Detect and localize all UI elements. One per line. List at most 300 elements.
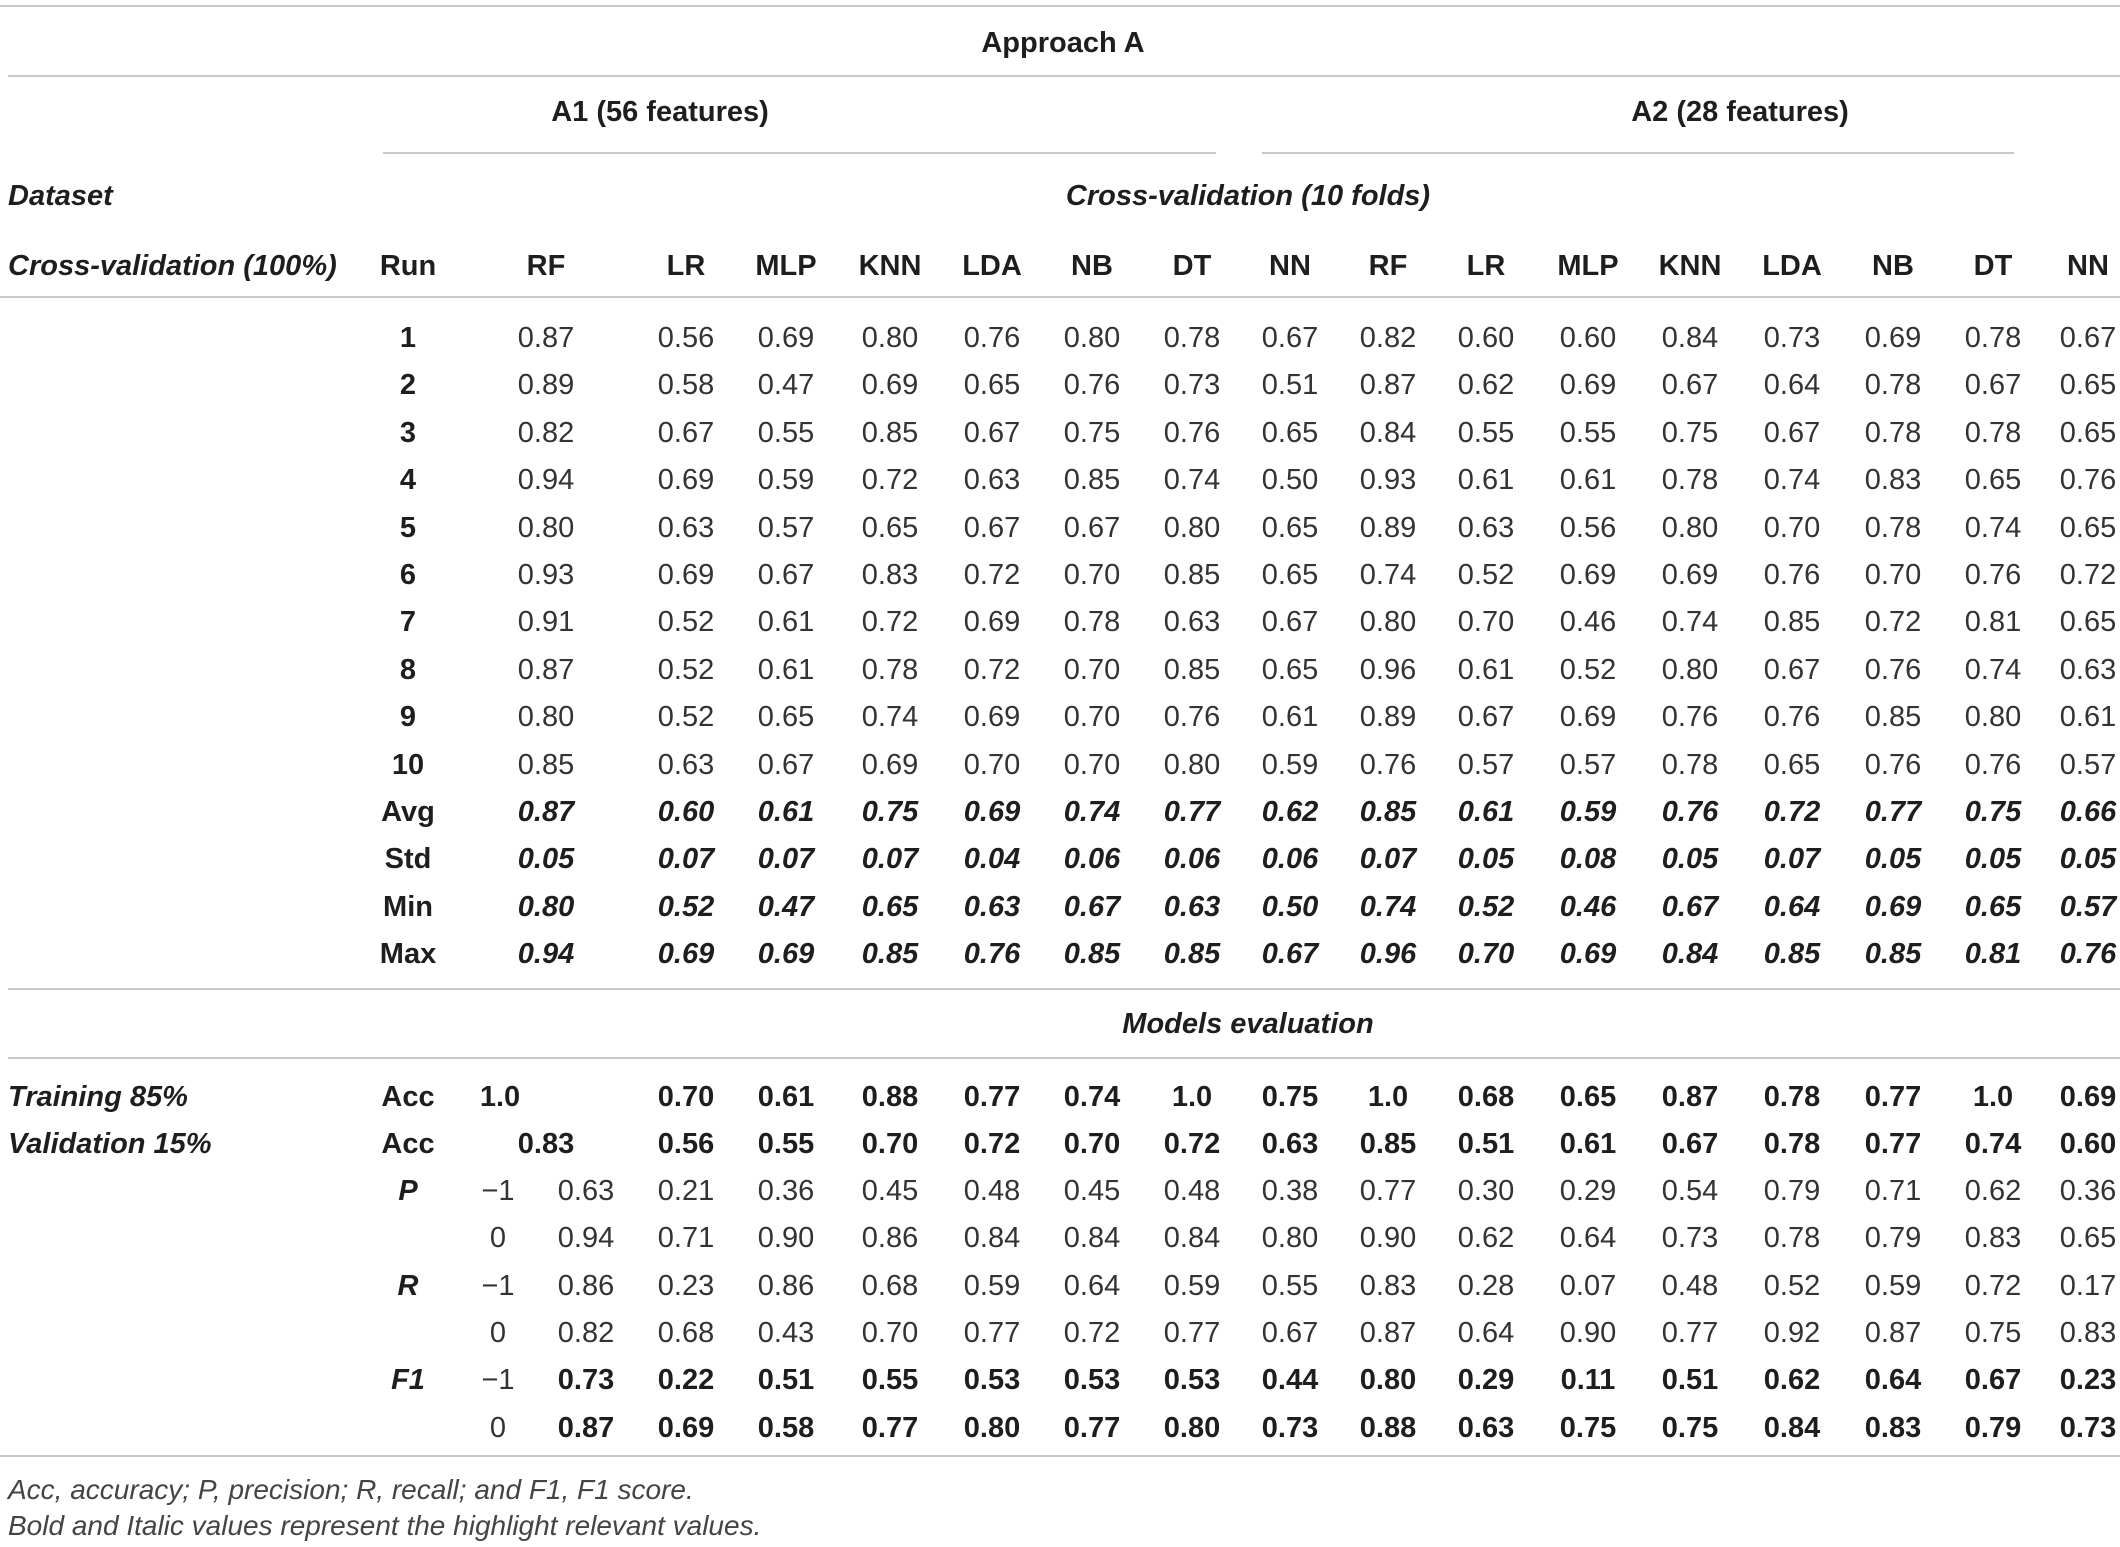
- cv-value-cell: 0.65: [1261, 512, 1319, 544]
- metric-value-cell: 0.45: [1063, 1175, 1121, 1207]
- stat-value-cell: 0.05: [1964, 843, 2022, 875]
- stat-value-cell: 0.07: [757, 843, 815, 875]
- validation-acc-cell: 0.55: [757, 1128, 815, 1160]
- metric-value-cell: 0.51: [1661, 1364, 1719, 1396]
- training-acc-cell: 1.0: [1972, 1081, 2014, 1113]
- cv-value-cell: 0.78: [1864, 417, 1922, 449]
- cv-value-cell: 0.93: [1359, 464, 1417, 496]
- validation-metric: Acc: [381, 1128, 435, 1160]
- cv-value-cell: 0.87: [1359, 369, 1417, 401]
- metric-value-cell: 0.45: [861, 1175, 919, 1207]
- cv-value-cell: 0.67: [963, 417, 1021, 449]
- stat-value-cell: 0.69: [657, 938, 715, 970]
- cv-value-cell: 0.76: [1163, 701, 1221, 733]
- class-label: −1: [481, 1175, 515, 1207]
- metric-value-cell: 0.23: [2059, 1364, 2117, 1396]
- cv-value-cell: 0.67: [1261, 606, 1319, 638]
- cv-value-cell: 0.76: [1964, 749, 2022, 781]
- validation-acc-cell: 0.72: [963, 1128, 1021, 1160]
- validation-label: Validation 15%: [8, 1128, 212, 1160]
- class-label: −1: [481, 1270, 515, 1302]
- stat-value-cell: 0.87: [517, 796, 575, 828]
- cv-value-cell: 0.63: [1163, 606, 1221, 638]
- training-acc-cell: 0.70: [657, 1081, 715, 1113]
- cv-value-cell: 0.67: [657, 417, 715, 449]
- cv-value-cell: 0.69: [657, 559, 715, 591]
- cv-value-cell: 0.74: [1964, 512, 2022, 544]
- model-header-a1-nn: NN: [1269, 250, 1311, 282]
- validation-acc-cell: 0.85: [1359, 1128, 1417, 1160]
- metric-value-cell: 0.80: [1163, 1412, 1221, 1444]
- run-number: 1: [399, 322, 417, 354]
- model-header-a2-mlp: MLP: [1557, 250, 1619, 282]
- cv-value-cell: 0.67: [2059, 322, 2117, 354]
- metric-value-cell: 0.94: [557, 1222, 615, 1254]
- class-label: 0: [489, 1412, 507, 1444]
- metric-value-cell: 0.86: [557, 1270, 615, 1302]
- stat-value-cell: 0.05: [1864, 843, 1922, 875]
- model-header-a1-mlp: MLP: [755, 250, 817, 282]
- cv-value-cell: 0.65: [1964, 464, 2022, 496]
- validation-acc-cell: 0.63: [1261, 1128, 1319, 1160]
- cv-value-cell: 0.67: [1457, 701, 1515, 733]
- cv-value-cell: 0.67: [1964, 369, 2022, 401]
- cv-value-cell: 0.63: [657, 512, 715, 544]
- stat-value-cell: 0.76: [2059, 938, 2117, 970]
- metric-value-cell: 0.36: [757, 1175, 815, 1207]
- metric-value-cell: 0.65: [2059, 1222, 2117, 1254]
- model-header-a1-lda: LDA: [962, 250, 1022, 282]
- cv-value-cell: 0.82: [517, 417, 575, 449]
- cv-value-cell: 0.78: [1964, 417, 2022, 449]
- eval-rule: [8, 1057, 2120, 1059]
- stat-value-cell: 0.46: [1559, 891, 1617, 923]
- cv-value-cell: 0.85: [1763, 606, 1821, 638]
- stat-value-cell: 0.85: [1864, 938, 1922, 970]
- cv-value-cell: 0.74: [861, 701, 919, 733]
- cv-value-cell: 0.80: [1964, 701, 2022, 733]
- metric-value-cell: 0.36: [2059, 1175, 2117, 1207]
- stat-value-cell: 0.76: [963, 938, 1021, 970]
- metric-value-cell: 0.48: [1163, 1175, 1221, 1207]
- cv-value-cell: 0.72: [861, 464, 919, 496]
- stat-value-cell: 0.61: [757, 796, 815, 828]
- training-acc-cell: 0.77: [963, 1081, 1021, 1113]
- stat-value-cell: 0.69: [1864, 891, 1922, 923]
- cv-value-cell: 0.76: [1063, 369, 1121, 401]
- cv-value-cell: 0.72: [2059, 559, 2117, 591]
- training-acc-cell: 0.88: [861, 1081, 919, 1113]
- metric-value-cell: 0.30: [1457, 1175, 1515, 1207]
- cv-value-cell: 0.70: [963, 749, 1021, 781]
- model-header-a2-rf: RF: [1368, 250, 1408, 282]
- metric-value-cell: 0.78: [1763, 1222, 1821, 1254]
- metric-value-cell: 0.77: [1359, 1175, 1417, 1207]
- cv-value-cell: 0.70: [1063, 654, 1121, 686]
- cv-value-cell: 0.70: [1763, 512, 1821, 544]
- stat-value-cell: 0.85: [1063, 938, 1121, 970]
- cv-value-cell: 0.74: [1163, 464, 1221, 496]
- training-acc-cell: 0.78: [1763, 1081, 1821, 1113]
- run-number: 4: [399, 464, 417, 496]
- stat-value-cell: 0.47: [757, 891, 815, 923]
- cv-value-cell: 0.82: [1359, 322, 1417, 354]
- stat-value-cell: 0.08: [1559, 843, 1617, 875]
- footnote-abbreviations: Acc, accuracy; P, precision; R, recall; and F1, F1 score.: [8, 1474, 694, 1505]
- cv-value-cell: 0.76: [1964, 559, 2022, 591]
- stat-value-cell: 0.50: [1261, 891, 1319, 923]
- cv-value-cell: 0.61: [1261, 701, 1319, 733]
- stat-value-cell: 0.77: [1163, 796, 1221, 828]
- metric-value-cell: 0.48: [1661, 1270, 1719, 1302]
- cv-value-cell: 0.63: [963, 464, 1021, 496]
- stat-value-cell: 0.94: [517, 938, 575, 970]
- cv-value-cell: 0.93: [517, 559, 575, 591]
- cv-value-cell: 0.96: [1359, 654, 1417, 686]
- metric-value-cell: 0.80: [1359, 1364, 1417, 1396]
- metric-value-cell: 0.87: [557, 1412, 615, 1444]
- validation-acc-cell: 0.61: [1559, 1128, 1617, 1160]
- metric-value-cell: 0.84: [1163, 1222, 1221, 1254]
- metric-value-cell: 0.75: [1964, 1317, 2022, 1349]
- metric-value-cell: 0.64: [1457, 1317, 1515, 1349]
- cv-value-cell: 0.59: [757, 464, 815, 496]
- training-acc-cell: 0.75: [1261, 1081, 1319, 1113]
- stat-value-cell: 0.65: [861, 891, 919, 923]
- cv-value-cell: 0.76: [2059, 464, 2117, 496]
- training-acc-cell: 0.77: [1864, 1081, 1922, 1113]
- cv-value-cell: 0.74: [1763, 464, 1821, 496]
- cv-value-cell: 0.84: [1359, 417, 1417, 449]
- run-number: 10: [391, 749, 425, 781]
- cv-value-cell: 0.74: [1359, 559, 1417, 591]
- metric-value-cell: 0.80: [1261, 1222, 1319, 1254]
- cv-value-cell: 0.78: [1163, 322, 1221, 354]
- cv-value-cell: 0.80: [517, 512, 575, 544]
- stat-value-cell: 0.52: [657, 891, 715, 923]
- validation-acc-cell: 0.60: [2059, 1128, 2117, 1160]
- metric-value-cell: 0.77: [963, 1317, 1021, 1349]
- cv-value-cell: 0.94: [517, 464, 575, 496]
- cv-value-cell: 0.65: [963, 369, 1021, 401]
- cv-value-cell: 0.85: [517, 749, 575, 781]
- validation-acc-cell: 0.77: [1864, 1128, 1922, 1160]
- metric-value-cell: 0.59: [1163, 1270, 1221, 1302]
- stat-value-cell: 0.06: [1261, 843, 1319, 875]
- stat-value-cell: 0.07: [657, 843, 715, 875]
- stat-value-cell: 0.61: [1457, 796, 1515, 828]
- run-header: Run: [379, 250, 437, 282]
- cv-value-cell: 0.74: [1964, 654, 2022, 686]
- cv-value-cell: 0.70: [1864, 559, 1922, 591]
- metric-value-cell: 0.11: [1560, 1364, 1616, 1396]
- cv-value-cell: 0.50: [1261, 464, 1319, 496]
- cv-value-cell: 0.65: [2059, 606, 2117, 638]
- cv-value-cell: 0.91: [517, 606, 575, 638]
- cv-value-cell: 0.69: [861, 749, 919, 781]
- stat-value-cell: 0.76: [1661, 796, 1719, 828]
- cv-value-cell: 0.70: [1063, 749, 1121, 781]
- metric-value-cell: 0.67: [1964, 1364, 2022, 1396]
- cv-value-cell: 0.63: [1457, 512, 1515, 544]
- metric-value-cell: 0.55: [1261, 1270, 1319, 1302]
- approach-title: Approach A: [981, 27, 1145, 59]
- stat-label-std: Std: [384, 843, 432, 875]
- run-number: 5: [399, 512, 417, 544]
- metric-value-cell: 0.59: [1864, 1270, 1922, 1302]
- run-number: 9: [399, 701, 417, 733]
- metric-value-cell: 0.68: [657, 1317, 715, 1349]
- stat-value-cell: 0.69: [963, 796, 1021, 828]
- stat-value-cell: 0.05: [1457, 843, 1515, 875]
- cv-value-cell: 0.85: [1163, 654, 1221, 686]
- cv-value-cell: 0.72: [1864, 606, 1922, 638]
- metric-value-cell: 0.28: [1457, 1270, 1515, 1302]
- cv-value-cell: 0.70: [1457, 606, 1515, 638]
- metric-value-cell: 0.77: [861, 1412, 919, 1444]
- model-header-a2-dt: DT: [1973, 250, 2013, 282]
- stat-value-cell: 0.69: [757, 938, 815, 970]
- a2-title: A2 (28 features): [1631, 96, 1849, 128]
- model-header-a1-dt: DT: [1172, 250, 1212, 282]
- stat-value-cell: 0.63: [1163, 891, 1221, 923]
- training-acc-cell: 1.0: [479, 1081, 521, 1113]
- cv-value-cell: 0.85: [1163, 559, 1221, 591]
- run-number: 3: [399, 417, 417, 449]
- bottom-rule: [0, 1455, 2120, 1457]
- cv-value-cell: 0.52: [657, 701, 715, 733]
- metric-value-cell: 0.83: [1359, 1270, 1417, 1302]
- run-number: 6: [399, 559, 417, 591]
- cv-value-cell: 0.83: [861, 559, 919, 591]
- metric-value-cell: 0.44: [1261, 1364, 1319, 1396]
- cv-value-cell: 0.52: [657, 654, 715, 686]
- metric-value-cell: 0.90: [1559, 1317, 1617, 1349]
- metric-label-f1: F1: [391, 1364, 425, 1396]
- cv-value-cell: 0.60: [1559, 322, 1617, 354]
- stat-value-cell: 0.80: [517, 891, 575, 923]
- model-header-a2-lr: LR: [1466, 250, 1506, 282]
- metric-value-cell: 0.64: [1864, 1364, 1922, 1396]
- cv-value-cell: 0.67: [757, 559, 815, 591]
- cv-value-cell: 0.78: [1864, 512, 1922, 544]
- model-header-a2-knn: KNN: [1658, 250, 1722, 282]
- approach-rule: [8, 75, 2120, 77]
- metric-value-cell: 0.23: [657, 1270, 715, 1302]
- cv-value-cell: 0.80: [1661, 512, 1719, 544]
- metric-label-p: P: [398, 1175, 418, 1207]
- cv-value-cell: 0.65: [1261, 559, 1319, 591]
- metric-value-cell: 0.79: [1864, 1222, 1922, 1254]
- cv-value-cell: 0.65: [2059, 369, 2117, 401]
- metric-value-cell: 0.53: [1163, 1364, 1221, 1396]
- cv-value-cell: 0.64: [1763, 369, 1821, 401]
- model-header-a2-nb: NB: [1872, 250, 1914, 282]
- cv-value-cell: 0.83: [1864, 464, 1922, 496]
- cv-value-cell: 0.73: [1763, 322, 1821, 354]
- metric-value-cell: 0.68: [861, 1270, 919, 1302]
- cv-value-cell: 0.75: [1063, 417, 1121, 449]
- cv-value-cell: 0.61: [1457, 654, 1515, 686]
- metric-value-cell: 0.64: [1559, 1222, 1617, 1254]
- run-number: 7: [399, 606, 417, 638]
- stat-value-cell: 0.07: [1359, 843, 1417, 875]
- metric-value-cell: 0.77: [1163, 1317, 1221, 1349]
- cv-value-cell: 0.74: [1661, 606, 1719, 638]
- cv-value-cell: 0.69: [861, 369, 919, 401]
- cv-value-cell: 0.58: [657, 369, 715, 401]
- metric-value-cell: 0.62: [1964, 1175, 2022, 1207]
- cv-value-cell: 0.55: [1559, 417, 1617, 449]
- metric-value-cell: 0.51: [757, 1364, 815, 1396]
- metric-value-cell: 0.87: [1359, 1317, 1417, 1349]
- cv-value-cell: 0.80: [1661, 654, 1719, 686]
- stat-value-cell: 0.67: [1261, 938, 1319, 970]
- metric-value-cell: 0.17: [2059, 1270, 2117, 1302]
- training-acc-cell: 1.0: [1367, 1081, 1409, 1113]
- cv-value-cell: 0.65: [1261, 417, 1319, 449]
- cv-value-cell: 0.65: [861, 512, 919, 544]
- metric-value-cell: 0.71: [657, 1222, 715, 1254]
- stat-value-cell: 0.59: [1559, 796, 1617, 828]
- stat-value-cell: 0.85: [1359, 796, 1417, 828]
- cv-value-cell: 0.78: [1661, 464, 1719, 496]
- model-header-a2-nn: NN: [2067, 250, 2109, 282]
- metric-value-cell: 0.48: [963, 1175, 1021, 1207]
- cv-full-label: Cross-validation (100%): [8, 250, 337, 282]
- cv-value-cell: 0.85: [861, 417, 919, 449]
- top-rule: [0, 5, 2120, 7]
- class-label: 0: [489, 1317, 507, 1349]
- cv-value-cell: 0.69: [757, 322, 815, 354]
- model-header-a2-lda: LDA: [1762, 250, 1822, 282]
- training-acc-cell: 0.69: [2059, 1081, 2117, 1113]
- stat-value-cell: 0.65: [1964, 891, 2022, 923]
- metric-value-cell: 0.75: [1559, 1412, 1617, 1444]
- stat-value-cell: 0.06: [1163, 843, 1221, 875]
- stat-value-cell: 0.04: [963, 843, 1021, 875]
- cv-value-cell: 0.80: [1163, 749, 1221, 781]
- stat-value-cell: 0.64: [1763, 891, 1821, 923]
- cv-value-cell: 0.57: [2059, 749, 2117, 781]
- header-rule: [0, 296, 2120, 298]
- metric-value-cell: 0.73: [1661, 1222, 1719, 1254]
- cv-value-cell: 0.52: [1457, 559, 1515, 591]
- cv-value-cell: 0.65: [1261, 654, 1319, 686]
- metric-value-cell: 0.53: [963, 1364, 1021, 1396]
- metric-value-cell: 0.72: [1063, 1317, 1121, 1349]
- cv-value-cell: 0.67: [757, 749, 815, 781]
- metric-value-cell: 0.79: [1964, 1412, 2022, 1444]
- a2-rule: [1262, 152, 2014, 154]
- metric-value-cell: 0.07: [1559, 1270, 1617, 1302]
- cv-value-cell: 0.69: [963, 606, 1021, 638]
- stat-label-max: Max: [379, 938, 437, 970]
- stat-value-cell: 0.85: [1763, 938, 1821, 970]
- metric-value-cell: 0.59: [963, 1270, 1021, 1302]
- cv-value-cell: 0.70: [1063, 559, 1121, 591]
- metric-value-cell: 0.82: [557, 1317, 615, 1349]
- stat-value-cell: 0.77: [1864, 796, 1922, 828]
- cv-value-cell: 0.52: [657, 606, 715, 638]
- cv-value-cell: 0.69: [1559, 369, 1617, 401]
- metric-value-cell: 0.72: [1964, 1270, 2022, 1302]
- stat-value-cell: 0.96: [1359, 938, 1417, 970]
- metric-value-cell: 0.83: [2059, 1317, 2117, 1349]
- cv-value-cell: 0.87: [517, 654, 575, 686]
- metric-value-cell: 0.53: [1063, 1364, 1121, 1396]
- cv-value-cell: 0.67: [1261, 322, 1319, 354]
- stat-value-cell: 0.60: [657, 796, 715, 828]
- cv-value-cell: 0.76: [1763, 701, 1821, 733]
- training-acc-cell: 0.68: [1457, 1081, 1515, 1113]
- cv-value-cell: 0.89: [1359, 701, 1417, 733]
- training-acc-cell: 0.65: [1559, 1081, 1617, 1113]
- cv-value-cell: 0.76: [1864, 749, 1922, 781]
- cv-value-cell: 0.80: [517, 701, 575, 733]
- cv-value-cell: 0.63: [657, 749, 715, 781]
- metric-value-cell: 0.77: [1063, 1412, 1121, 1444]
- metric-value-cell: 0.63: [1457, 1412, 1515, 1444]
- cv-value-cell: 0.72: [963, 654, 1021, 686]
- cv-value-cell: 0.76: [1661, 701, 1719, 733]
- cv-value-cell: 0.61: [1457, 464, 1515, 496]
- cv-value-cell: 0.85: [1864, 701, 1922, 733]
- model-header-a1-rf: RF: [526, 250, 566, 282]
- stat-value-cell: 0.63: [963, 891, 1021, 923]
- cv-value-cell: 0.67: [963, 512, 1021, 544]
- metric-value-cell: 0.83: [1864, 1412, 1922, 1444]
- metric-value-cell: 0.92: [1763, 1317, 1821, 1349]
- stat-value-cell: 0.75: [1964, 796, 2022, 828]
- stat-value-cell: 0.62: [1261, 796, 1319, 828]
- cv-value-cell: 0.65: [2059, 512, 2117, 544]
- metric-value-cell: 0.77: [1661, 1317, 1719, 1349]
- stat-value-cell: 0.74: [1063, 796, 1121, 828]
- stat-value-cell: 0.06: [1063, 843, 1121, 875]
- cv-value-cell: 0.72: [861, 606, 919, 638]
- metric-value-cell: 0.70: [861, 1317, 919, 1349]
- stat-value-cell: 0.85: [861, 938, 919, 970]
- cv-value-cell: 0.60: [1457, 322, 1515, 354]
- cv-value-cell: 0.65: [1763, 749, 1821, 781]
- metric-value-cell: 0.86: [861, 1222, 919, 1254]
- validation-acc-cell: 0.83: [517, 1128, 575, 1160]
- cv-value-cell: 0.69: [657, 464, 715, 496]
- cv-value-cell: 0.80: [1163, 512, 1221, 544]
- eval-top-rule: [8, 988, 2120, 990]
- metric-value-cell: 0.52: [1763, 1270, 1821, 1302]
- stat-value-cell: 0.81: [1964, 938, 2022, 970]
- stat-value-cell: 0.05: [1661, 843, 1719, 875]
- cv-value-cell: 0.65: [2059, 417, 2117, 449]
- metric-value-cell: 0.73: [2059, 1412, 2117, 1444]
- metric-value-cell: 0.90: [757, 1222, 815, 1254]
- cv-value-cell: 0.80: [861, 322, 919, 354]
- cv-value-cell: 0.78: [1864, 369, 1922, 401]
- cv-value-cell: 0.78: [1964, 322, 2022, 354]
- class-label: −1: [481, 1364, 515, 1396]
- metric-value-cell: 0.84: [963, 1222, 1021, 1254]
- stat-value-cell: 0.57: [2059, 891, 2117, 923]
- model-header-a1-nb: NB: [1071, 250, 1113, 282]
- metric-value-cell: 0.22: [657, 1364, 715, 1396]
- metric-value-cell: 0.73: [1261, 1412, 1319, 1444]
- cv-value-cell: 0.78: [1063, 606, 1121, 638]
- metric-value-cell: 0.83: [1964, 1222, 2022, 1254]
- metric-value-cell: 0.29: [1559, 1175, 1617, 1207]
- model-header-a1-lr: LR: [666, 250, 706, 282]
